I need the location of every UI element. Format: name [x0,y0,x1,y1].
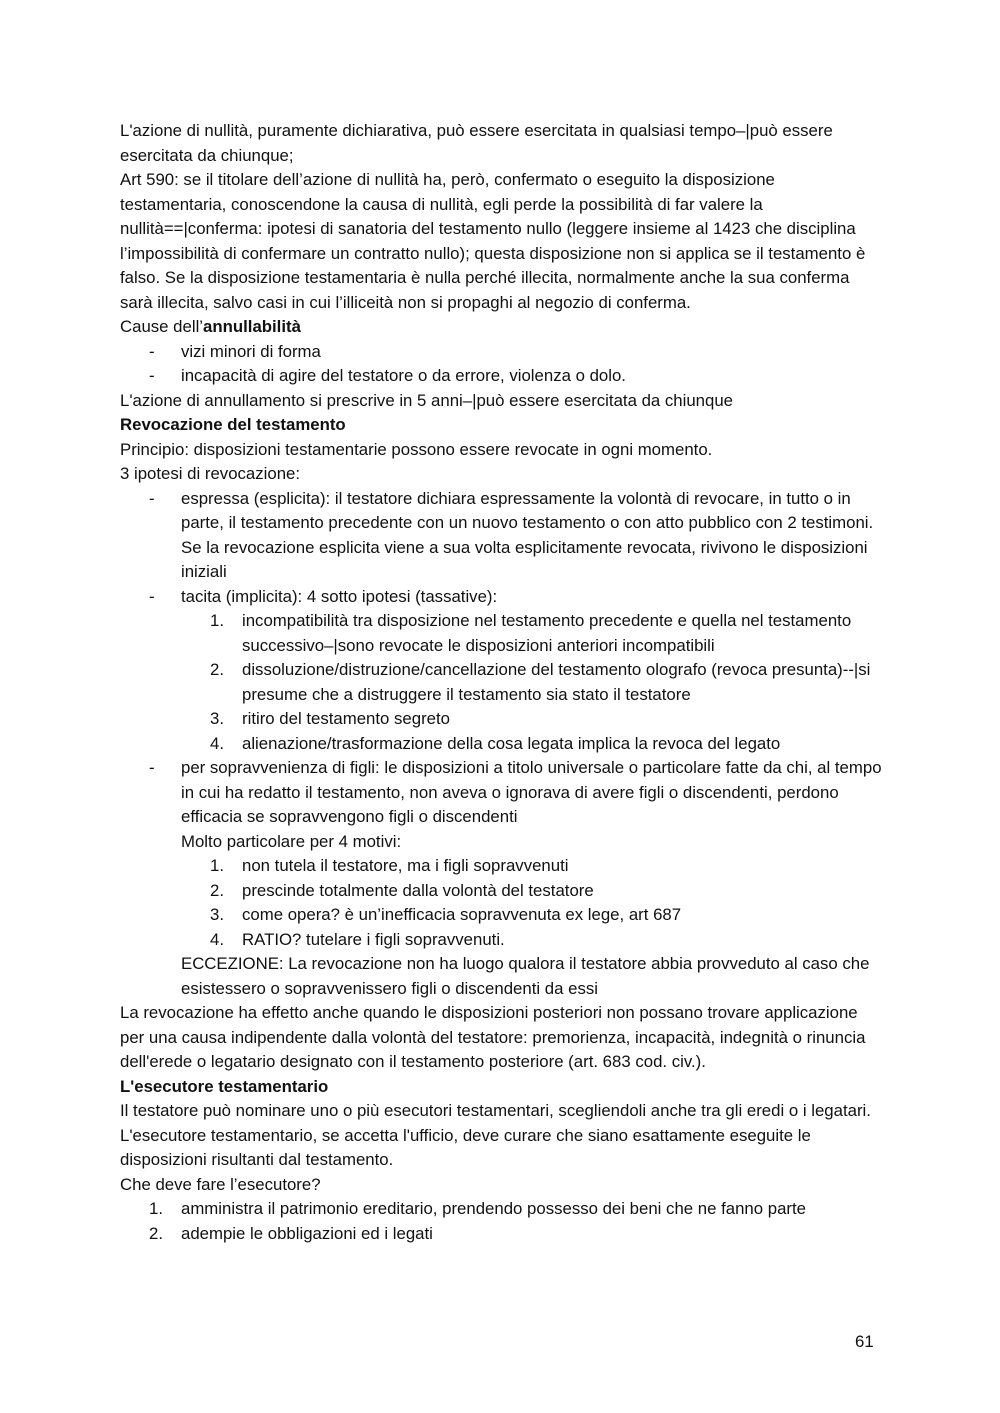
numbered-item: 2. dissoluzione/distruzione/cancellazione del testamento olografo (revoca presunta)--|si presume che a distruggere il testamento sia stato il testatore [210,660,871,704]
list-continuation: Molto particolare per 4 motivi: [181,831,402,851]
paragraph-esecutore: Il testatore può nominare uno o più esecutori testamentari, scegliendoli anche tra gli eredi o i legatari. L'esecutore testamentario, se accetta l'ufficio, deve curare che siano esattamente eseguite le disposizioni risultanti dal testamento. [120,1101,871,1169]
numbered-item-text: alienazione/trasformazione della cosa legata implica la revoca del legato [242,733,781,753]
paragraph-annullamento: L'azione di annullamento si prescrive in 5 anni–|può essere esercitata da chiunque [120,390,734,410]
paragraph-nullita: L'azione di nullità, puramente dichiarativa, può essere esercitata in qualsiasi tempo–|può essere esercitata da chiunque; [120,121,833,165]
numbered-item: 1. amministra il patrimonio ereditario, prendendo possesso dei beni che ne fanno parte [149,1199,807,1218]
paragraph-principio: Principio: disposizioni testamentarie possono essere revocate in ogni momento. [120,439,713,459]
numbered-item-text: non tutela il testatore, ma i figli sopravvenuti [242,856,569,875]
numbered-item: 2. prescinde totalmente dalla volontà del testatore [210,880,594,900]
paragraph-cause [120,315,882,340]
list-item: - vizi minori di forma [149,341,321,361]
list-item: - per sopravvenienza di figli: le disposizioni a titolo universale o particolare fatte da chi, al tempo in cui ha redatto il testamento, non aveva o ignorava di avere figli o discendenti, perdono efficacia se sopravvengono figli o discendenti [149,758,882,826]
numbered-item: 4. RATIO? tutelare i figli sopravvenuti. [210,929,505,949]
list-item-text: tacita (implicita): 4 sotto ipotesi (tassative): [181,586,498,606]
list-item-text: espressa (esplicita): il testatore dichiara espressamente la volontà di revocare, in tutto o in parte, il testamento precedente con un nuovo testamento o con atto pubblico con 2 testimoni. Se la revocazione esplicita viene a sua volta esplicitamente revocata, rivivono le disposizioni iniziali [181,488,874,581]
numbered-item: 1. incompatibilità tra disposizione nel testamento precedente e quella nel testamento successivo–|sono revocate le disposizioni anteriori incompatibili [210,611,852,655]
list-item-text: incapacità di agire del testatore o da errore, violenza o dolo. [181,366,626,385]
heading-revocazione: Revocazione del testamento [120,415,346,434]
numbered-item-text: amministra il patrimonio ereditario, prendendo possesso dei beni che ne fanno parte [181,1199,807,1218]
paragraph-art-590: Art 590: se il titolare dell’azione di nullità ha, però, confermato o eseguito la disposizione testamentaria, conoscendone la causa di nullità, egli perde la possibilità di far valere la nullità==|conferma: ipotesi di sanatoria del testamento nullo (leggere insieme al 1423 che disciplina l’impossibilità di confermare un contratto nullo); questa disposizione non si applica se il testamento è falso. Se la disposizione testamentaria è nulla perché illecita, normalmente anche la sua conferma sarà illecita, salvo casi in cui l’illiceità non si propaghi al negozio di conferma. [120,170,866,312]
paragraph-ipotesi: 3 ipotesi di revocazione: [120,464,301,483]
paragraph-domanda: Che deve fare l’esecutore? [120,1174,321,1194]
numbered-item-text: prescinde totalmente dalla volontà del testatore [242,880,594,900]
numbered-item-text: dissoluzione/distruzione/cancellazione del testamento olografo (revoca presunta)--|si presume che a distruggere il testamento sia stato il testatore [242,660,871,704]
page-number: 61 [855,1332,874,1351]
paragraph-effetto: La revocazione ha effetto anche quando le disposizioni posteriori non possano trovare applicazione per una causa indipendente dalla volontà del testatore: premorienza, incapacità, indegnità o rinuncia dell'erede o legatario designato con il testamento posteriore (art. 683 cod. civ.). [120,1003,866,1071]
numbered-item-text: adempie le obbligazioni ed i legati [181,1223,433,1243]
heading-esecutore: L'esecutore testamentario [120,1076,329,1096]
numbered-item-text: incompatibilità tra disposizione nel testamento precedente e quella nel testamento successivo–|sono revocate le disposizioni anteriori incompatibili [242,611,852,655]
document-page [120,119,882,1246]
list-item: - espressa (esplicita): il testatore dichiara espressamente la volontà di revocare, in tutto o in parte, il testamento precedente con un nuovo testamento o con atto pubblico con 2 testimoni. Se la revocazione esplicita viene a sua volta esplicitamente revocata, rivivono le disposizioni iniziali [149,488,874,581]
list-item-text: per sopravvenienza di figli: le disposizioni a titolo universale o particolare fatte da chi, al tempo in cui ha redatto il testamento, non aveva o ignorava di avere figli o discendenti, perdono efficacia se sopravvengono figli o discendenti [181,758,882,826]
cause-bold: annullabilità [203,317,301,336]
numbered-item: 3. ritiro del testamento segreto [210,709,451,728]
list-item-text: vizi minori di forma [181,341,321,361]
numbered-item-text: RATIO? tutelare i figli sopravvenuti. [242,929,505,949]
numbered-item: 4. alienazione/trasformazione della cosa legata implica la revoca del legato [210,733,781,753]
numbered-item-text: come opera? è un’inefficacia sopravvenuta ex lege, art 687 [242,905,682,924]
list-item: - tacita (implicita): 4 sotto ipotesi (tassative): [149,586,498,606]
numbered-item: 3. come opera? è un’inefficacia sopravvenuta ex lege, art 687 [210,905,682,924]
list-item: - incapacità di agire del testatore o da errore, violenza o dolo. [149,366,626,385]
numbered-item: 1. non tutela il testatore, ma i figli sopravvenuti [210,856,569,875]
cause-prefix: Cause dell’ [120,317,204,336]
numbered-item: 2. adempie le obbligazioni ed i legati [149,1223,433,1243]
list-continuation: ECCEZIONE: La revocazione non ha luogo qualora il testatore abbia provveduto al caso che esistessero o sopravvenissero figli o discendenti da essi [181,954,870,998]
numbered-item-text: ritiro del testamento segreto [242,709,451,728]
